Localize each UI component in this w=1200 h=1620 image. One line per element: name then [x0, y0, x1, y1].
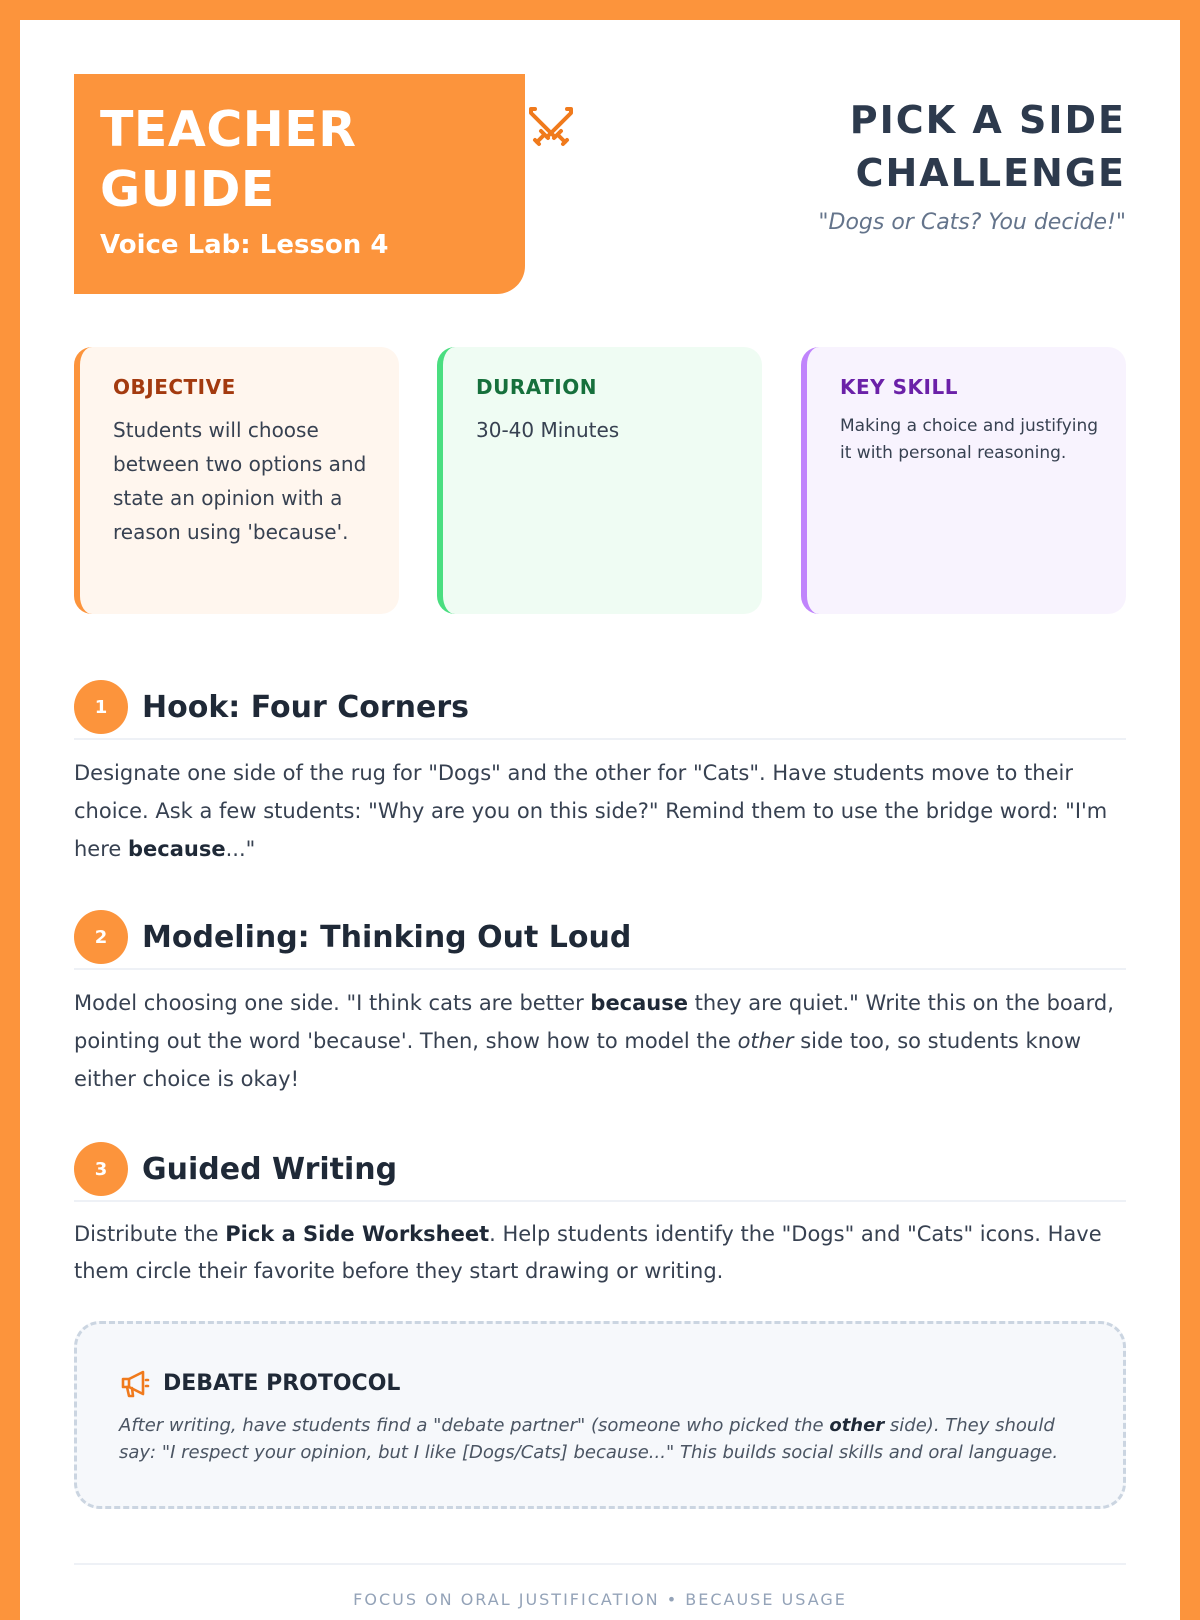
challenge-title: PICK A SIDE CHALLENGE — [849, 98, 1126, 195]
key-skill-text: Making a choice and justifying it with personal reasoning. — [840, 416, 1099, 463]
step-title: Modeling: Thinking Out Loud — [142, 919, 632, 955]
step-header — [74, 914, 1126, 970]
debate-protocol-box — [74, 1321, 1126, 1509]
step-text: Model choosing one side. "I think cats are better — [74, 991, 591, 1015]
step-text-bold: because — [128, 837, 226, 861]
page-title: TEACHER GUIDE — [100, 101, 357, 218]
objective-text: Students will choose between two options and state an opinion with a reason using 'because'. — [113, 418, 367, 544]
step-body — [74, 1216, 1126, 1290]
megaphone-icon — [119, 1367, 151, 1399]
lesson-subtitle: Voice Lab: Lesson 4 — [100, 230, 389, 260]
protocol-text-part: side). They should say: "I respect your opinion, but I like [Dogs/Cats] because..." This builds social skills and oral language. — [119, 1415, 1059, 1463]
step-text-bold: Pick a Side Worksheet — [225, 1222, 490, 1246]
step-2 — [74, 914, 1126, 1098]
challenge-subtitle: "Dogs or Cats? You decide!" — [818, 210, 1126, 235]
duration-text: 30-40 Minutes — [476, 418, 620, 442]
key-skill-card — [801, 347, 1126, 614]
step-3 — [74, 1146, 1126, 1290]
protocol-text-bold: other — [829, 1415, 885, 1436]
step-header — [74, 1146, 1126, 1202]
challenge-header — [706, 94, 1126, 235]
duration-label: DURATION — [476, 375, 597, 399]
footer-text: FOCUS ON ORAL JUSTIFICATION • BECAUSE USAGE — [353, 1590, 847, 1609]
protocol-text — [119, 1412, 1083, 1466]
protocol-text-part: After writing, have students find a "debate partner" (someone who picked the — [119, 1415, 830, 1436]
key-skill-label: KEY SKILL — [840, 375, 958, 399]
objective-label: OBJECTIVE — [113, 375, 236, 399]
info-cards — [74, 347, 1126, 614]
protocol-title: DEBATE PROTOCOL — [163, 1370, 401, 1396]
duration-card — [437, 347, 762, 614]
step-body — [74, 984, 1126, 1098]
step-number-badge: 3 — [74, 1142, 128, 1196]
footer-divider — [74, 1563, 1126, 1565]
step-title: Guided Writing — [142, 1151, 398, 1187]
guide-sheet — [20, 20, 1180, 1620]
step-text: side too, so students know either choice is okay! — [74, 1029, 1082, 1091]
objective-card — [74, 347, 399, 614]
crossed-swords-icon — [527, 104, 575, 152]
step-body — [74, 754, 1126, 868]
step-text: they are quiet." Write this on the board, pointing out the word 'because'. Then, show how to model the — [74, 991, 1114, 1053]
step-text-italic: other — [737, 1029, 794, 1053]
step-number-badge: 2 — [74, 910, 128, 964]
step-number-badge: 1 — [74, 680, 128, 734]
step-1 — [74, 684, 1126, 868]
step-header — [74, 684, 1126, 740]
title-block — [74, 74, 525, 294]
step-text: Distribute the — [74, 1222, 226, 1246]
step-text: ..." — [225, 837, 256, 861]
step-title: Hook: Four Corners — [142, 689, 469, 725]
step-text: Designate one side of the rug for "Dogs" and the other for "Cats". Have students move to their choice. Ask a few students: "Why are you on this side?" Remind them to use the bridge word: "I'm here — [74, 761, 1108, 861]
step-text: . Help students identify the "Dogs" and "Cats" icons. Have them circle their favorite before they start drawing or writing. — [74, 1222, 1102, 1283]
step-text-bold: because — [590, 991, 688, 1015]
protocol-header — [119, 1366, 1083, 1400]
